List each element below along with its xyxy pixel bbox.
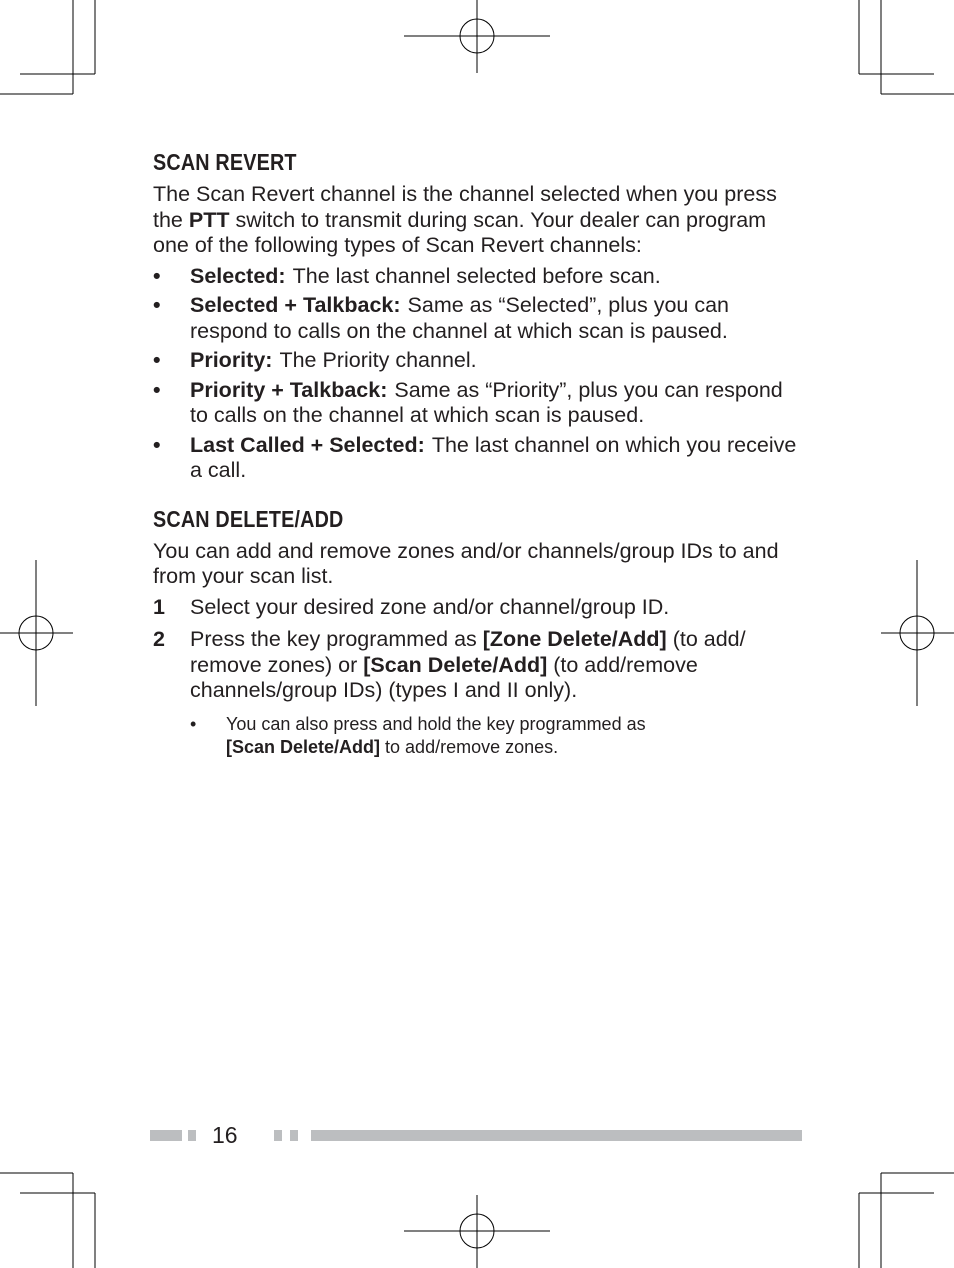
list-item	[153, 293, 803, 344]
list-item	[153, 378, 803, 429]
step-number: 1	[153, 594, 165, 619]
item-desc: The Priority channel.	[279, 348, 477, 372]
ptt-key-label: PTT	[188, 207, 230, 232]
footer-bar-segment	[274, 1130, 282, 1141]
bullet: •	[153, 432, 161, 457]
page-number: 16	[212, 1122, 238, 1148]
bullet: •	[153, 348, 161, 372]
bullet: •	[153, 263, 161, 288]
scan-delete-add-intro: You can add and remove zones and/or channels/group IDs to and from your scan list.	[153, 538, 779, 588]
note-item: • You can also press and hold the key programmed as [Scan Delete/Add] to add/remove zones.	[190, 713, 646, 757]
zone-delete-add-key: [Zone Delete/Add]	[482, 627, 667, 651]
item-term: Selected + Talkback:	[190, 293, 401, 317]
scan-delete-add-key: [Scan Delete/Add]	[226, 736, 381, 757]
manual-page-content	[153, 146, 803, 759]
scan-revert-intro: The Scan Revert channel is the channel selected when you press the PTT switch to transmit during scan. Your dealer can program one of the following types of Scan Revert channels:	[153, 182, 777, 257]
step-number: 2	[153, 627, 165, 651]
scan-delete-add-key: [Scan Delete/Add]	[363, 652, 548, 677]
list-item	[153, 264, 803, 290]
item-desc: The last channel on which you receive a call.	[190, 432, 797, 482]
list-item	[153, 348, 803, 374]
bullet: •	[153, 293, 161, 317]
footer-bar-segment	[150, 1130, 182, 1141]
item-desc: Same as “Priority”, plus you can respond to calls on the channel at which scan is paused.	[190, 377, 783, 427]
bullet: •	[190, 713, 197, 734]
footer-bar-segment	[290, 1130, 298, 1141]
item-term: Last Called + Selected:	[190, 432, 425, 457]
item-desc: The last channel selected before scan.	[292, 263, 661, 288]
scan-delete-add-heading: SCAN DELETE/ADD	[153, 505, 344, 532]
step-item	[153, 595, 803, 621]
item-term: Priority + Talkback:	[190, 377, 388, 402]
item-term: Selected:	[190, 263, 286, 288]
page-footer	[0, 1118, 954, 1154]
item-term: Priority:	[190, 348, 273, 372]
footer-bar-segment	[188, 1130, 196, 1141]
scan-revert-heading: SCAN REVERT	[153, 149, 297, 175]
bullet: •	[153, 377, 161, 402]
step-text: Select your desired zone and/or channel/group ID.	[190, 594, 670, 619]
step-item: 2 Press the key programmed as [Zone Delete/Add] (to add/ remove zones) or [Scan Delete/Add] (to add/remove channels/group IDs) (types I and II only).	[153, 627, 746, 702]
item-desc: Same as “Selected”, plus you can respond to calls on the channel at which scan is paused.	[190, 293, 730, 343]
footer-bar-segment	[311, 1130, 802, 1141]
list-item	[153, 433, 803, 484]
